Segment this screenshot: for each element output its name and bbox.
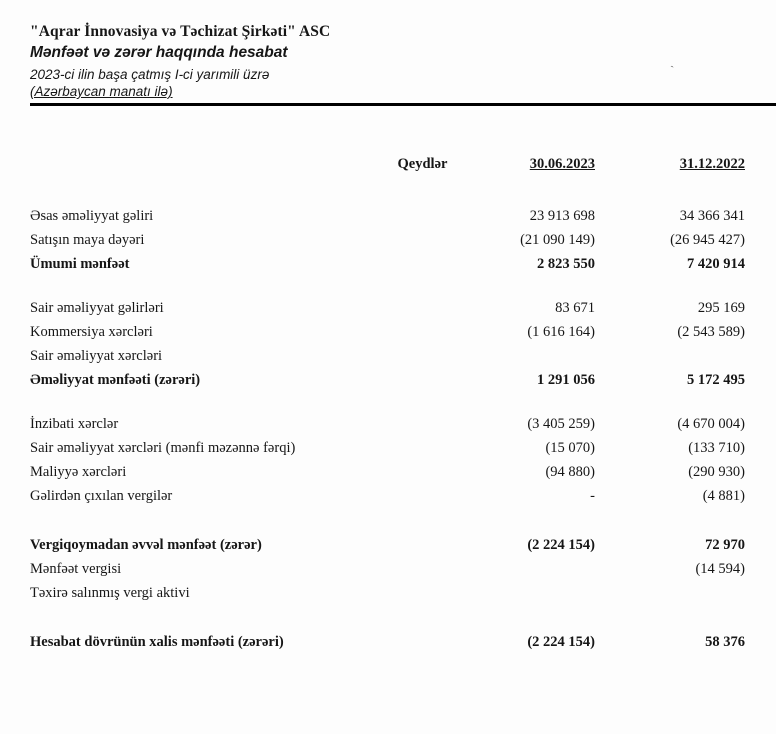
row-label: Mənfəət vergisi — [30, 561, 122, 577]
row-value-2022: 72 970 — [705, 537, 745, 553]
table-row — [30, 436, 745, 460]
table-row — [30, 460, 745, 484]
report-period: 2023-ci ilin başa çatmış I-ci yarımili üzrə — [30, 67, 270, 82]
row-label: Hesabat dövrünün xalis mənfəəti (zərəri) — [30, 634, 284, 650]
row-spacer — [30, 508, 745, 533]
table-row — [30, 412, 745, 436]
row-label: Vergiqoymadan əvvəl mənfəət (zərər) — [30, 537, 262, 553]
table-header-row — [30, 152, 745, 176]
row-label: Maliyyə xərcləri — [30, 464, 127, 480]
row-value-2022: (4 881) — [702, 488, 745, 504]
row-label: Təxirə salınmış vergi aktivi — [30, 585, 190, 601]
document-header — [30, 22, 745, 106]
row-label: Əməliyyat mənfəəti (zərəri) — [30, 372, 201, 388]
row-label: Gəlirdən çıxılan vergilər — [30, 488, 173, 504]
row-label: Sair əməliyyat xərcləri (mənfi məzənnə fərqi) — [30, 440, 296, 456]
row-value-2022: (26 945 427) — [670, 232, 745, 248]
row-label: Satışın maya dəyəri — [30, 232, 145, 248]
table-row — [30, 557, 745, 581]
row-value-2022: 58 376 — [705, 634, 745, 650]
row-value-2022: (290 930) — [688, 464, 745, 480]
row-value-2023: (21 090 149) — [520, 232, 595, 248]
table-row — [30, 484, 745, 508]
row-label: İnzibati xərclər — [30, 416, 119, 432]
scan-artifact: ` — [669, 62, 677, 78]
table-row — [30, 344, 745, 368]
header-divider — [30, 103, 776, 106]
row-value-2023: (3 405 259) — [527, 416, 595, 432]
row-label: Kommersiya xərcləri — [30, 324, 153, 340]
row-value-2022: 295 169 — [697, 300, 745, 316]
row-value-2023: (15 070) — [545, 440, 595, 456]
row-value-2022: (4 670 004) — [677, 416, 745, 432]
table-row — [30, 320, 745, 344]
row-value-2022: 7 420 914 — [687, 256, 745, 272]
income-statement-table — [30, 152, 745, 654]
row-value-2023: 2 823 550 — [537, 256, 595, 272]
row-value-2023: (2 224 154) — [527, 537, 595, 553]
column-header-notes: Qeydlər — [397, 156, 448, 172]
table-row — [30, 368, 745, 392]
row-spacer — [30, 605, 745, 630]
report-title: Mənfəət və zərər haqqında hesabat — [30, 44, 288, 61]
row-spacer — [30, 392, 745, 412]
row-label: Əsas əməliyyat gəliri — [30, 208, 154, 224]
statement-rows — [30, 204, 745, 654]
row-value-2023: 83 671 — [555, 300, 595, 316]
column-header-period-2022: 31.12.2022 — [679, 156, 745, 172]
column-header-period-2023: 30.06.2023 — [529, 156, 595, 172]
row-label: Ümumi mənfəət — [30, 256, 130, 272]
row-value-2023: (1 616 164) — [527, 324, 595, 340]
row-value-2023: (94 880) — [545, 464, 595, 480]
row-value-2022: (14 594) — [695, 561, 745, 577]
table-row — [30, 581, 745, 605]
row-value-2022: (2 543 589) — [677, 324, 745, 340]
row-spacer — [30, 276, 745, 296]
row-value-2022: (133 710) — [688, 440, 745, 456]
table-row — [30, 252, 745, 276]
row-value-2022: 34 366 341 — [679, 208, 745, 224]
row-value-2022: 5 172 495 — [687, 372, 745, 388]
row-label: Sair əməliyyat gəlirləri — [30, 300, 164, 316]
currency-note: (Azərbaycan manatı ilə) — [30, 84, 173, 99]
table-row — [30, 533, 745, 557]
table-row — [30, 204, 745, 228]
row-value-2023: 23 913 698 — [529, 208, 595, 224]
row-value-2023: (2 224 154) — [527, 634, 595, 650]
row-value-2023: - — [590, 488, 595, 504]
row-value-2023: 1 291 056 — [537, 372, 595, 388]
row-label: Sair əməliyyat xərcləri — [30, 348, 163, 364]
table-row — [30, 228, 745, 252]
company-name: "Aqrar İnnovasiya və Təchizat Şirkəti" ASC — [30, 23, 331, 40]
table-row — [30, 296, 745, 320]
table-row — [30, 630, 745, 654]
